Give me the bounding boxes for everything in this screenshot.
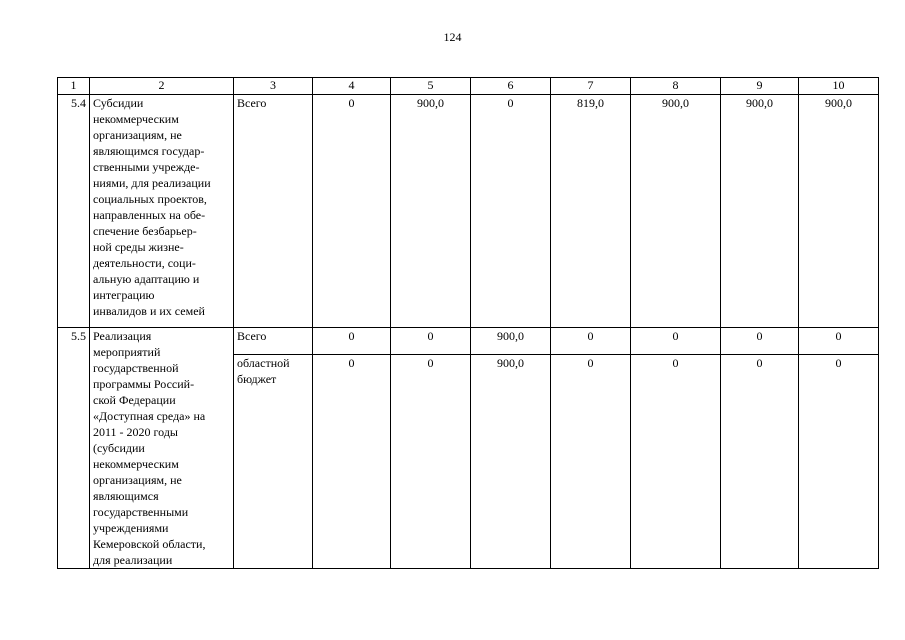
row-code: 5.4 bbox=[58, 95, 90, 328]
value-cell: 0 bbox=[551, 354, 631, 568]
value-cell: 0 bbox=[551, 328, 631, 355]
value-cell: 0 bbox=[799, 354, 879, 568]
header-cell: 3 bbox=[234, 78, 313, 95]
value-cell: 0 bbox=[313, 95, 391, 328]
header-cell: 1 bbox=[58, 78, 90, 95]
value-cell: 900,0 bbox=[799, 95, 879, 328]
description-line: некоммерческим bbox=[93, 112, 179, 126]
value-cell: 0 bbox=[631, 328, 721, 355]
description-line: (субсидии bbox=[93, 441, 145, 455]
header-cell: 5 bbox=[391, 78, 471, 95]
value-cell: 0 bbox=[313, 354, 391, 568]
page-number: 124 bbox=[443, 30, 462, 44]
value-cell: 0 bbox=[631, 354, 721, 568]
description-line: учреждениями bbox=[93, 521, 169, 535]
value-cell: 0 bbox=[391, 328, 471, 355]
header-cell: 10 bbox=[799, 78, 879, 95]
value-cell: 900,0 bbox=[721, 95, 799, 328]
description-line: некоммерческим bbox=[93, 457, 179, 471]
description-line: деятельности, соци- bbox=[93, 256, 196, 270]
budget-table bbox=[57, 77, 879, 569]
description-line: направленных на обе- bbox=[93, 208, 206, 222]
value-cell: 900,0 bbox=[471, 328, 551, 355]
description-line: инвалидов и их семей bbox=[93, 304, 205, 318]
description-line: Реализация bbox=[93, 329, 152, 343]
row-description bbox=[90, 328, 234, 569]
funding-source bbox=[234, 354, 313, 568]
description-line: Субсидии bbox=[93, 96, 144, 110]
header-cell: 8 bbox=[631, 78, 721, 95]
description-line: мероприятий bbox=[93, 345, 161, 359]
description-line: программы Россий- bbox=[93, 377, 195, 391]
description-line: ниями, для реализации bbox=[93, 176, 211, 190]
header-cell: 4 bbox=[313, 78, 391, 95]
value-cell: 819,0 bbox=[551, 95, 631, 328]
header-cell: 2 bbox=[90, 78, 234, 95]
funding-source: Всего bbox=[234, 95, 313, 328]
funding-source: Всего bbox=[234, 328, 313, 355]
description-line: альную адаптацию и bbox=[93, 272, 200, 286]
description-line: для реализации bbox=[93, 553, 173, 567]
description-line: «Доступная среда» на bbox=[93, 409, 206, 423]
description-line: государственной bbox=[93, 361, 179, 375]
value-cell: 900,0 bbox=[391, 95, 471, 328]
value-cell: 0 bbox=[799, 328, 879, 355]
value-cell: 900,0 bbox=[471, 354, 551, 568]
description-line: Кемеровской области, bbox=[93, 537, 206, 551]
description-line: организациям, не bbox=[93, 473, 182, 487]
description-line: ной среды жизне- bbox=[93, 240, 184, 254]
table-row bbox=[58, 328, 879, 355]
value-cell: 0 bbox=[313, 328, 391, 355]
description-line: организациям, не bbox=[93, 128, 182, 142]
funding-source-line: бюджет bbox=[237, 371, 277, 386]
value-cell: 0 bbox=[391, 354, 471, 568]
description-line: социальных проектов, bbox=[93, 192, 207, 206]
value-cell: 900,0 bbox=[631, 95, 721, 328]
value-cell: 0 bbox=[471, 95, 551, 328]
funding-source-line: областной bbox=[237, 355, 290, 370]
value-cell: 0 bbox=[721, 328, 799, 355]
header-cell: 6 bbox=[471, 78, 551, 95]
value-cell: 0 bbox=[721, 354, 799, 568]
description-line: ственными учрежде- bbox=[93, 160, 200, 174]
header-cell: 9 bbox=[721, 78, 799, 95]
table-row bbox=[58, 95, 879, 328]
row-description bbox=[90, 95, 234, 328]
header-cell: 7 bbox=[551, 78, 631, 95]
description-line: являющимся bbox=[93, 489, 159, 503]
header-row bbox=[58, 78, 879, 95]
description-line: ской Федерации bbox=[93, 393, 176, 407]
description-line: государственными bbox=[93, 505, 189, 519]
description-line: спечение безбарьер- bbox=[93, 224, 197, 238]
description-line: являющимся государ- bbox=[93, 144, 205, 158]
description-line: интеграцию bbox=[93, 288, 155, 302]
description-line: 2011 - 2020 годы bbox=[93, 425, 178, 439]
row-code: 5.5 bbox=[58, 328, 90, 569]
